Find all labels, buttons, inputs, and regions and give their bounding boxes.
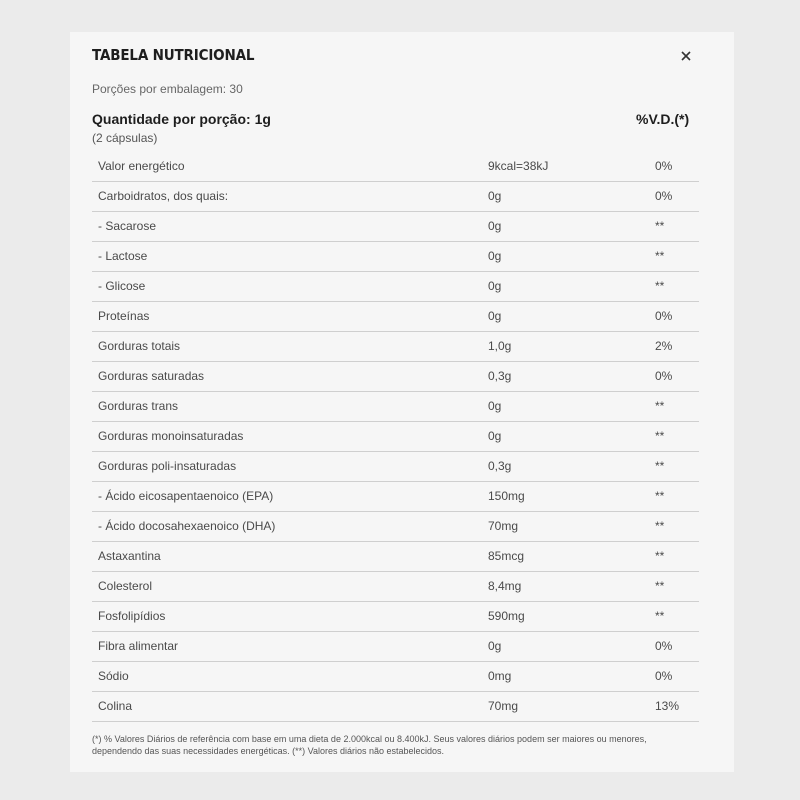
nutrient-daily-value: 13% xyxy=(655,699,680,713)
panel-title: TABELA NUTRICIONAL xyxy=(92,46,255,64)
nutrient-name: - Ácido eicosapentaenoico (EPA) xyxy=(98,489,274,503)
table-row xyxy=(92,512,699,542)
table-row xyxy=(92,662,699,692)
nutrient-amount: 1,0g xyxy=(488,339,512,353)
nutrient-daily-value: 0% xyxy=(655,159,673,173)
nutrient-name: Gorduras trans xyxy=(98,399,179,413)
nutrient-amount: 0g xyxy=(488,249,502,263)
nutrient-amount: 0g xyxy=(488,189,502,203)
nutrient-name: - Sacarose xyxy=(98,219,157,233)
footnote: (*) % Valores Diários de referência com base em uma dieta de 2.000kcal ou 8.400kJ. Seus valores diários podem ser maiores ou menores, dependendo das suas necessidades energéticas. (**) Valores diários não estabelecidos. xyxy=(92,734,647,756)
nutrient-name: Gorduras poli-insaturadas xyxy=(98,459,237,473)
nutrient-amount: 0mg xyxy=(488,669,512,683)
table-row xyxy=(92,362,699,392)
daily-value-header: %V.D.(*) xyxy=(636,111,690,127)
table-row xyxy=(92,152,699,182)
nutrient-daily-value: ** xyxy=(655,279,665,293)
nutrient-amount: 0g xyxy=(488,279,502,293)
nutrient-amount: 590mg xyxy=(488,609,525,623)
nutrient-daily-value: ** xyxy=(655,609,665,623)
nutrient-name: Sódio xyxy=(98,669,129,683)
nutrition-panel xyxy=(70,32,734,772)
nutrient-amount: 0,3g xyxy=(488,459,512,473)
portions-per-package: Porções por embalagem: 30 xyxy=(92,82,243,96)
nutrient-amount: 0,3g xyxy=(488,369,512,383)
nutrient-name: Valor energético xyxy=(98,159,185,173)
table-row xyxy=(92,572,699,602)
serving-size-label: Quantidade por porção: 1g xyxy=(92,111,271,127)
nutrient-daily-value: 2% xyxy=(655,339,673,353)
nutrient-name: Carboidratos, dos quais: xyxy=(98,189,229,203)
nutrient-daily-value: 0% xyxy=(655,369,673,383)
table-row xyxy=(92,452,699,482)
nutrient-amount: 0g xyxy=(488,399,502,413)
table-row xyxy=(92,182,699,212)
serving-size-sub: (2 cápsulas) xyxy=(92,131,158,145)
table-row xyxy=(92,242,699,272)
table-row xyxy=(92,422,699,452)
nutrient-name: Colesterol xyxy=(98,579,153,593)
nutrient-amount: 0g xyxy=(488,219,502,233)
table-row xyxy=(92,632,699,662)
nutrient-amount: 9kcal=38kJ xyxy=(488,159,549,173)
nutrient-daily-value: ** xyxy=(655,489,665,503)
nutrient-amount: 0g xyxy=(488,429,502,443)
nutrient-name: Fosfolipídios xyxy=(98,609,166,623)
nutrient-name: Gorduras totais xyxy=(98,339,181,353)
nutrient-amount: 0g xyxy=(488,309,502,323)
nutrient-amount: 8,4mg xyxy=(488,579,522,593)
nutrient-amount: 70mg xyxy=(488,519,519,533)
nutrient-daily-value: ** xyxy=(655,429,665,443)
table-row xyxy=(92,602,699,632)
table-row xyxy=(92,272,699,302)
nutrient-name: - Glicose xyxy=(98,279,146,293)
nutrient-daily-value: ** xyxy=(655,459,665,473)
close-button[interactable] xyxy=(676,46,696,66)
nutrient-daily-value: ** xyxy=(655,579,665,593)
table-row xyxy=(92,302,699,332)
nutrient-daily-value: ** xyxy=(655,519,665,533)
nutrient-name: Astaxantina xyxy=(98,549,161,563)
table-row xyxy=(92,332,699,362)
nutrient-daily-value: 0% xyxy=(655,669,673,683)
nutrient-name: Gorduras monoinsaturadas xyxy=(98,429,244,443)
table-row xyxy=(92,392,699,422)
nutrient-daily-value: ** xyxy=(655,219,665,233)
nutrient-name: Fibra alimentar xyxy=(98,639,179,653)
nutrient-amount: 85mcg xyxy=(488,549,525,563)
nutrient-name: Colina xyxy=(98,699,133,713)
nutrient-amount: 70mg xyxy=(488,699,519,713)
nutrition-table xyxy=(92,152,699,722)
table-row xyxy=(92,482,699,512)
nutrient-name: Gorduras saturadas xyxy=(98,369,205,383)
nutrient-name: Proteínas xyxy=(98,309,150,323)
nutrient-name: - Ácido docosahexaenoico (DHA) xyxy=(98,519,276,533)
nutrient-amount: 0g xyxy=(488,639,502,653)
table-row xyxy=(92,542,699,572)
table-row xyxy=(92,692,699,722)
nutrient-daily-value: 0% xyxy=(655,309,673,323)
nutrient-daily-value: 0% xyxy=(655,189,673,203)
nutrient-daily-value: ** xyxy=(655,549,665,563)
nutrient-daily-value: ** xyxy=(655,249,665,263)
table-row xyxy=(92,212,699,242)
nutrient-daily-value: ** xyxy=(655,399,665,413)
close-icon xyxy=(676,46,696,66)
nutrient-amount: 150mg xyxy=(488,489,525,503)
nutrient-name: - Lactose xyxy=(98,249,148,263)
nutrient-daily-value: 0% xyxy=(655,639,673,653)
